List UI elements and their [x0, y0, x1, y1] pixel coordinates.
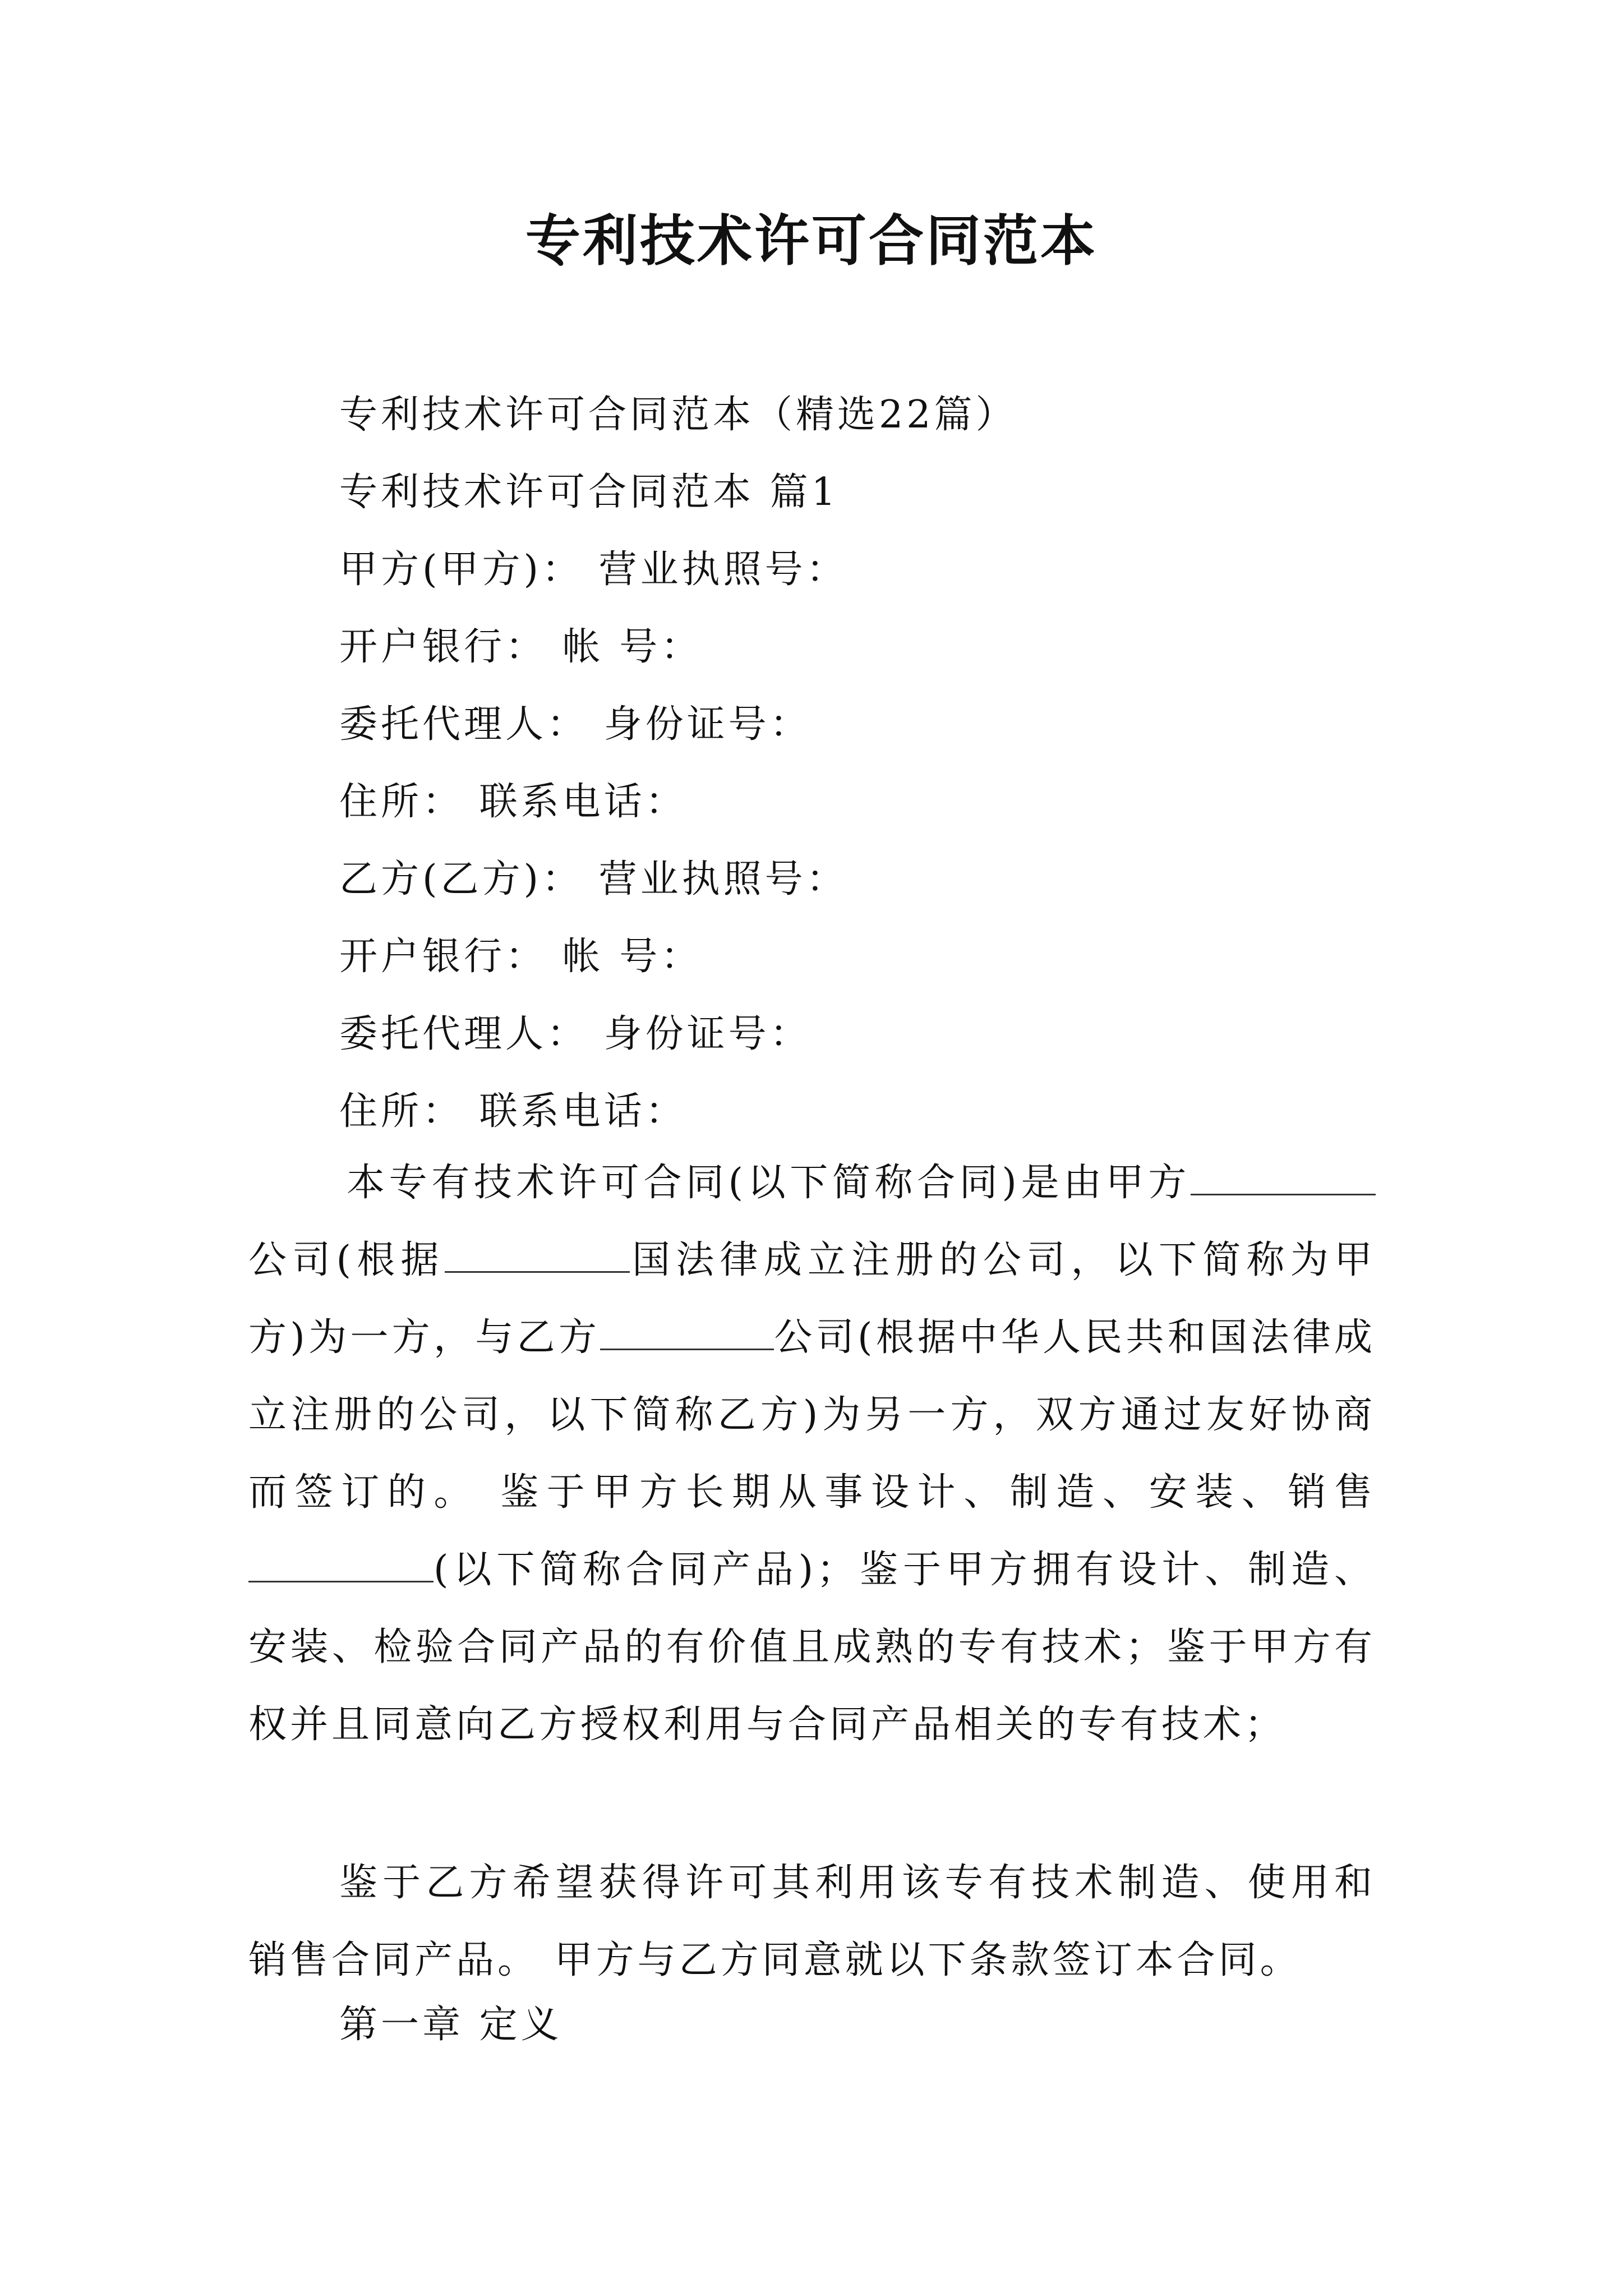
blank-contract-product: [248, 1547, 434, 1582]
party-a-address-line: 住所： 联系电话：: [339, 780, 687, 824]
preamble-text-2: 公司(根据: [248, 1238, 445, 1282]
document-subtitle: 专利技术许可合同范本（精选22篇）: [339, 393, 1017, 437]
contract-preamble-paragraph: [248, 1144, 1376, 1764]
party-b-agent-line: 委托代理人： 身份证号：: [339, 1012, 811, 1056]
section-heading: 专利技术许可合同范本 篇1: [339, 470, 839, 514]
party-a-bank-line: 开户银行： 帐 号：: [339, 625, 703, 669]
party-b-address-line: 住所： 联系电话：: [339, 1089, 687, 1134]
preamble-text-5: (以下简称合同产品)；鉴于甲方拥有设计、制造、安装、检验合同产品的有价值且成熟的专有技术；鉴于甲方有权并且同意向乙方授权利用与合同产品相关的专有技术；: [248, 1548, 1376, 1747]
blank-country: [445, 1237, 630, 1273]
preamble-text-1: 本专有技术许可合同(以下简称合同)是由甲方: [347, 1161, 1191, 1205]
blank-party-b-company: [600, 1315, 774, 1350]
party-a-name-line: 甲方(甲方)： 营业执照号：: [339, 547, 848, 592]
preamble-text-3: 国法律成立注册的公司，以下简称为甲方)为一方，与乙方: [248, 1238, 1376, 1360]
chapter-heading: 第一章 定义: [339, 2003, 562, 2047]
preamble-text-4: 公司(根据中华人民共和国法律成立注册的公司，以下简称乙方)为另一方，双方通过友好协商而签订的。 鉴于甲方长期从事设计、制造、安装、销售: [248, 1315, 1376, 1515]
party-b-bank-line: 开户银行： 帐 号：: [339, 935, 703, 979]
party-a-agent-line: 委托代理人： 身份证号：: [339, 702, 811, 747]
agreement-paragraph: 鉴于乙方希望获得许可其利用该专有技术制造、使用和销售合同产品。 甲方与乙方同意就以下条款签订本合同。: [248, 1861, 1376, 1982]
blank-party-a-company: [1191, 1160, 1376, 1195]
party-b-name-line: 乙方(乙方)： 营业执照号：: [339, 857, 848, 901]
document-title: 专利技术许可合同范本: [525, 209, 1098, 273]
